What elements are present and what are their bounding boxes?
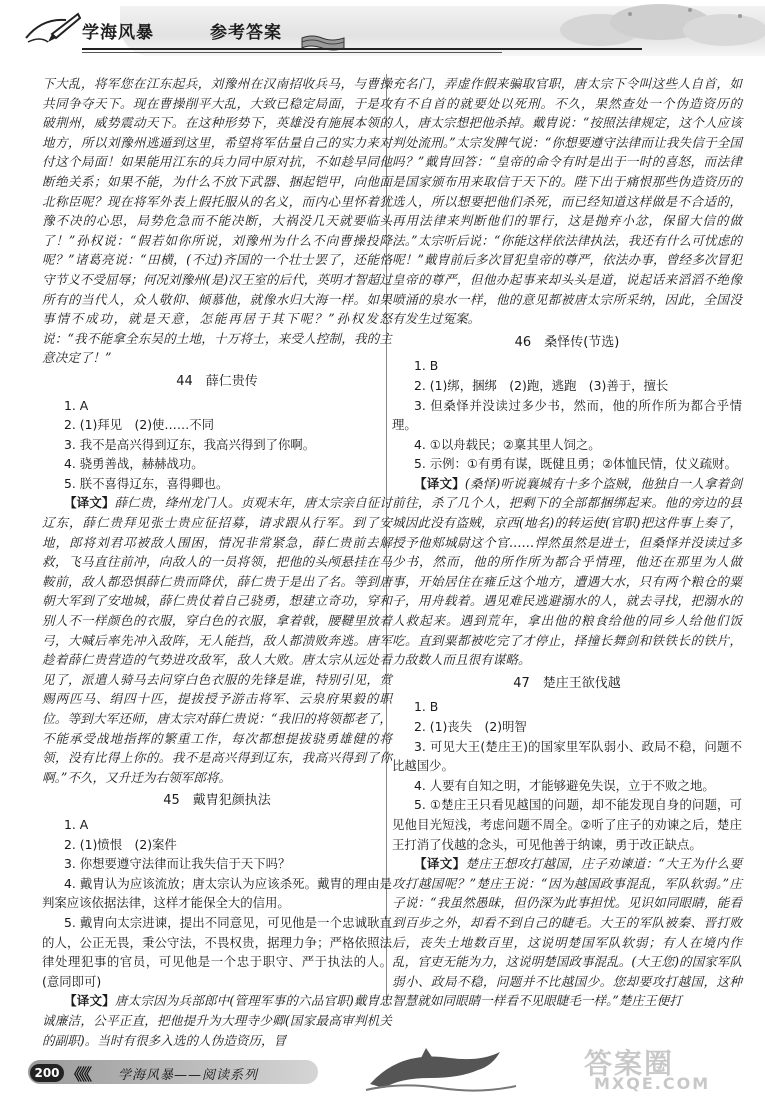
watermark-text: 答案圈: [584, 1047, 675, 1080]
answer-1: 1. A: [64, 397, 89, 413]
answer-5: 5. 朕不喜得辽东，喜得卿也。: [64, 475, 229, 491]
section-heading-46: 46 桑怿传(节选): [514, 334, 620, 350]
translation-tag: 【译文】: [64, 993, 115, 1009]
pen-icon: [22, 8, 82, 48]
cloud-decoration-icon: [560, 0, 765, 58]
translation-44: [42, 493, 392, 787]
answer-5: 5. ①楚庄王只看见越国的问题，却不能发现自身的问题，可见他目光短浅，考虑问题不周全。②听了庄子的劝谏之后，楚庄王打消了伐越的念头，可见他善于纳谏，勇于改正缺点。: [392, 797, 742, 852]
answer-1: 1. B: [414, 358, 439, 374]
answer-5: 5. 示例：①有勇有谋，既健且勇；②体恤民情，仗义疏财。: [414, 456, 737, 472]
answer-1: 1. A: [64, 816, 89, 832]
translation-text: 薛仁贵，绛州龙门人。贞观末年，唐太宗亲自征讨辽东，薛仁贵拜见张士贵应征招募，请求跟从行军。到了安地，郎将刘君邛被敌人围困，情况非常紧急，薛仁贵前去解救，飞马直往前冲，向敌人的一员将领，把他的头颅悬挂在马鞍前，敌人都恐惧薛仁贵而降伏，薛仁贵于是出了名。等到唐朝大军到了安地城，薛仁贵仗着自己骁勇，想建立奇功，穿和别人不一样颜色的衣服，穿白色的衣服，拿着戟，腰鞬里放着弓，大喊后率先冲入敌阵，无人能挡，敌人都溃败奔逃。唐军趁着薛仁贵营造的气势进攻敌军，敌人大败。唐太宗从远处看见了，派遣人骑马去问穿白色衣服的先锋是谁，特别引见，赏赐两匹马、绢四十匹，提拔授予游击将军、云泉府果毅的职位。等到大军还师，唐太宗对薛仁贵说：“我旧的将领都老了，不能承受战地指挥的繁重工作，每次都想提拔骁勇雄健的将领，没有比得上你的。我不是高兴得到辽东，我高兴得到了你啊。”不久，又升迁为右领军郎将。: [42, 495, 393, 785]
translation-tag: 【译文】: [64, 495, 115, 511]
header-rule: [82, 48, 642, 50]
translation-tag: 【译文】: [414, 856, 466, 872]
answer-2: 2. (1)愤恨 (2)案件: [64, 836, 177, 852]
answer-3: 3. 可见大王(楚庄王)的国家里军队弱小、政局不稳，问题不比越国少。: [392, 738, 742, 774]
section-title: 参考答案: [210, 23, 282, 43]
passage-continuation: 下大乱，将军您在江东起兵，刘豫州在汉南招收兵马，与曹操共同争夺天下。现在曹操削平大乱，大致已稳定局面，于是攻破荆州，威势震动天下。在这种形势下，英雄没有施展本领的地方，所以刘豫州逃遁到这里，希望将军估量自己的实力来对付这个局面！如果能用江东的兵力同中原对抗，不如趁早同他断绝关系；如果不能，为什么不放下武器、捆起铠甲，向他面北称臣呢？现在将军外表上假托服从的名义，而内心里怀着犹豫不决的心思，局势危急而不能决断，大祸没几天就要临头了！”孙权说：“假若如你所说，刘豫州为什么不向曹操投降呢？”诸葛亮说：“田横，(不过)齐国的一个壮士罢了，还能恪守节义不受屈辱；何况刘豫州(是)汉王室的后代，英明才智超过所有的当代人，众人敬仰、倾慕他，就像水归大海一样。如果事情不成功，就是天意，怎能再居于其下呢？”孙权发怒说：“我不能拿全东吴的土地，十万将士，来受人控制，我的主意决定了！”: [42, 76, 392, 366]
brand-title: 学海风暴: [82, 23, 154, 43]
header-rule-thin: [82, 52, 502, 53]
series-title: 学海风暴——阅读系列: [118, 1068, 259, 1083]
chevrons-left-icon: 《《《: [66, 1065, 90, 1084]
watermark-url: MXQE.COM: [594, 1074, 711, 1093]
translation-text: (桑怿)听说襄城有十多个盗贼，他独自一人拿着剑前往，杀了几个人，把剩下的全部都捆绑起来。他的旁边的县城因此没有盗贼，京西(地名)的转运使(官职)把这件事上奏了，授予他郏城尉这个官……悍然虽然是进士，但桑怿并没读过多少书，然而，他的所作所为都合乎情理，他还在那里为人做事，开始居住在雍丘这个地方，遭遇大水，只有两个粮仓的粟子，用舟载着。遇见难民逃避溺水的人，就去寻找，把溺水的人救起来。遇到荒年，拿出他的粮食给他的同乡人给他们饭吃。直到粟都被吃完了才停止，择撞长舞剑和铁铁长的铁片，力敌数人而且很有谋略。: [392, 475, 743, 668]
section-heading-47: 47 楚庄王欲伐越: [513, 675, 621, 691]
answer-3: 3. 但桑怿并没读过多少书，然而，他的所作所为都合乎情理。: [392, 397, 742, 433]
page-number: 200: [30, 1064, 64, 1082]
translation-47: [392, 854, 742, 1011]
watermark-logo: [580, 1040, 760, 1096]
translation-46: [392, 474, 742, 670]
answer-4: 4. 人要有自知之明，才能够避免失误，立于不败之地。: [414, 777, 715, 793]
answer-2: 2. (1)拜见 (2)使……不同: [64, 417, 214, 433]
section-heading-45: 45 戴胄犯颜执法: [163, 793, 271, 809]
translation-tag: 【译文】: [414, 475, 465, 491]
answer-2: 2. (1)绑，捆绑 (2)跑，逃跑 (3)善于，擅长: [414, 377, 669, 393]
answer-1: 1. B: [414, 699, 439, 715]
section-heading-44: 44 薛仁贵传: [176, 373, 258, 389]
page-header: [0, 0, 765, 62]
answer-4: 4. ①以舟载民；②稟其里人饲之。: [414, 436, 601, 452]
answer-2: 2. (1)丧失 (2)明智: [414, 719, 527, 734]
translation-continuation: 充名门，弄虚作假来骗取官职，唐太宗下令叫这些人自首，如有不自首的就要处以死刑。不久，果然查处一个伪造资历的人，唐太宗想把他杀掉。戴胄说：“按照法律规定，这个人应该判处流刑。”太宗发脾气说：“你想要遵守法律而让我失信于全国吗？”戴胄回答：“皇帝的命令有时是出于一时的喜怒，而法律是国家颁布用来取信于天下的。陛下出于痛恨那些伪造资历的选人，所以想要把他们杀死，而已经知道这样做是不合适的，再用法律来判断他们的罪行，这是抛弃小忿，保留大信的做法。”太宗听后说：“你能这样依法律执法，我还有什么可忧虑的呢！”戴胄前后多次冒犯皇帝的尊严，依法办事，曾经多次冒犯皇帝的尊严，但他办起事来却头头是道，说起话来滔滔不绝像喷涌的泉水一样，他的意见都被唐太宗所采纳，因此，全国没有发生过冤案。: [392, 76, 742, 327]
translation-text: 楚庄王想攻打越国，庄子劝谏道：“大王为什么要攻打越国呢？”楚庄王说：“因为越国政事混乱，军队软弱。”庄子说：“我虽然愚昧，但仍深为此事担忧。见识如同眼睛，能看到百步之外，却看不到自己的睫毛。大王的军队被秦、晋打败后，丧失土地数百里，这说明楚国军队软弱；有人在境内作乱，官吏无能为力，这说明楚国政事混乱。(大王您)的国家军队弱小、政局不稳，问题并不比越国少。您却要攻打越国，这种智慧就如同眼睛一样看不见眼睫毛一样。”楚庄王便打: [392, 856, 742, 1009]
answer-3: 3. 你想要遵守法律而让我失信于天下吗？: [64, 856, 291, 872]
answer-4: 4. 骁勇善战，赫赫战功。: [64, 456, 204, 472]
translation-text: 唐太宗因为兵部郎中(管理军事的六品官职)戴胄忠诚廉洁，公平正直，把他提升为大理寺少卿(国家最高审判机关的副职)。当时有很多入选的人伪造资历，冒: [42, 993, 393, 1048]
answer-3: 3. 我不是高兴得到辽东，我高兴得到了你啊。: [64, 436, 316, 452]
answer-4: 4. 戴胄认为应该流放；唐太宗认为应该杀死。戴胄的理由是判案应该依据法律，这样才能保全大的信用。: [42, 875, 392, 911]
right-column: [392, 74, 742, 1011]
page-footer: [0, 1040, 765, 1096]
dolphin-icon: [360, 1044, 520, 1094]
left-column: [42, 74, 392, 1050]
answer-5: 5. 戴胄向太宗进谏，提出不同意见，可见他是一个忠诚耿直的人，公正无畏，秉公守法，不畏权贵，据理力争；严格依照法律处理犯事的官员，可见他是一个忠于职守、严于执法的人。(意同即可): [42, 914, 392, 989]
